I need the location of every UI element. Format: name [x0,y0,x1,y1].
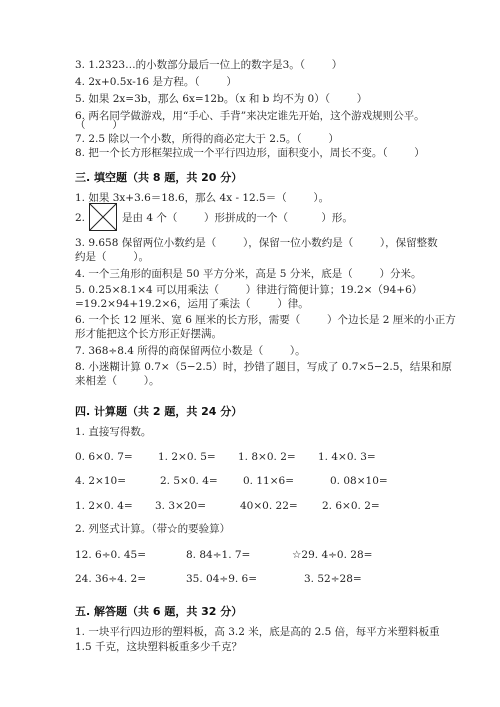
fill-item-1: 1. 如果 3x+3.6＝18.6，那么 4x - 12.5＝（ ）。 [75,192,330,204]
judge-item-5: 5. 如果 2x=3b，那么 6x=12b。（x 和 b 均不为 0）（ ） [75,93,368,105]
calc-direct-cell: 1. 8×0. 2= [238,451,296,463]
calc-vertical-cell: 12. 6÷0. 45= [75,549,147,561]
calc-direct-cell: 0. 08×10= [330,475,388,487]
calc-direct-cell: 0. 11×6= [243,475,294,487]
section-title-calc: 四. 计算题（共 2 题，共 24 分） [75,405,243,418]
calc-direct-cell: 1. 2×0. 5= [158,451,216,463]
calc-direct-cell: 3. 3×20= [155,500,206,512]
calc-vertical-title: 2. 列竖式计算。（带☆的要验算） [75,523,231,535]
judge-item-8: 8. 把一个长方形框架拉成一个平行四边形，面积变小，周长不变。（ ） [75,147,425,159]
calc-direct-cell: 1. 2×0. 4= [75,500,133,512]
section-title-answer: 五. 解答题（共 6 题，共 32 分） [75,605,243,618]
fill-item-5-line1: 5. 0.25×8.1×4 可以用乘法（ ）律进行简便计算；19.2×（94+6） [75,284,423,296]
fill-item-3-line1: 3. 9.658 保留两位小数约是（ ），保留一位小数约是（ ），保留整数 [75,237,438,249]
calc-direct-cell: 4. 2×10= [75,475,126,487]
answer-item-1-line1: 1. 一块平行四边形的塑料板，高 3.2 米，底是高的 2.5 倍，每平方米塑料板重 [75,626,440,638]
fill-item-5-line2: =19.2×94+19.2×6，运用了乘法（ ）律。 [75,298,309,310]
fill-item-8-line1: 8. 小迷糊计算 0.7×（5−2.5）时，抄错了题目，写成了 0.7×5−2.5，结果和原 [75,361,452,373]
fill-item-2-number: 2. [75,212,86,224]
fill-item-8-line2: 来相差（ ）。 [75,375,160,387]
answer-item-1-line2: 1.5 千克，这块塑料板重多少千克？ [75,641,243,653]
calc-direct-cell: 1. 4×0. 3= [318,451,376,463]
calc-vertical-cell: 35. 04÷9. 6= [186,573,258,585]
judge-item-7: 7. 2.5 除以一个小数，所得的商必定大于 2.5。（ ） [75,133,339,145]
judge-item-4: 4. 2x+0.5x-16 是方程。（ ） [75,76,237,88]
fill-item-3-line2: 约是（ ）。 [75,251,149,263]
judge-item-6-paren: （ ） [75,119,123,131]
calc-direct-cell: 40×0. 22= [240,500,298,512]
calc-direct-cell: 2. 6×0. 2= [322,500,380,512]
calc-direct-cell: 2. 5×0. 4= [160,475,218,487]
calc-direct-title: 1. 直接写得数。 [75,426,152,438]
fill-item-4: 4. 一个三角形的面积是 50 平方分米，高是 5 分米，底是（ ）分米。 [75,268,422,280]
fill-item-6-line1: 6. 一个长 12 厘米、宽 6 厘米的长方形，需要（ ）个边长是 2 厘米的小正方 [75,314,456,326]
square-diagonals-figure [89,203,117,231]
fill-item-7: 7. 368÷8.4 所得的商保留两位小数是（ ）。 [75,345,306,357]
section-title-fill: 三. 填空题（共 8 题，共 20 分） [75,171,243,184]
judge-item-6: 6. 两名同学做游戏，用“手心、手背”来决定谁先开始，这个游戏规则公平。 [75,110,425,122]
fill-item-2: 是由 4 个（ ）形拼成的一个（ ）形。 [122,212,353,224]
calc-vertical-cell: 8. 84÷1. 7= [186,549,251,561]
judge-item-3: 3. 1.2323…的小数部分最后一位上的数字是3。（ ） [75,59,343,71]
calc-vertical-cell: 3. 52÷28= [304,573,362,585]
calc-direct-cell: 0. 6×0. 7= [75,451,133,463]
calc-vertical-cell: ☆29. 4÷0. 28= [292,549,373,561]
fill-item-6-line2: 形才能把这个长方形正好摆满。 [75,328,222,340]
calc-vertical-cell: 24. 36÷4. 2= [75,573,147,585]
